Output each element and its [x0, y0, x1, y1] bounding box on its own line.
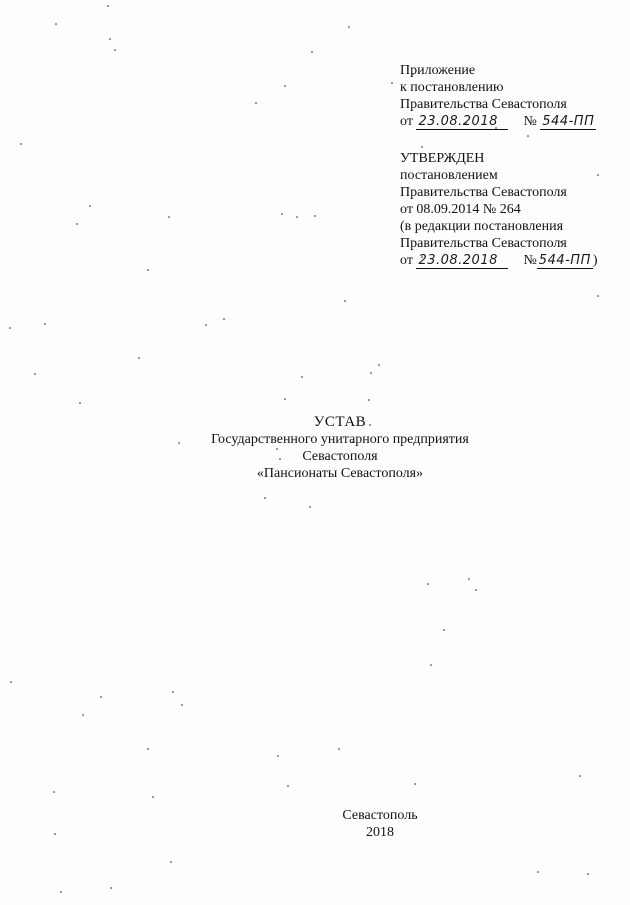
title-line-2: Государственного унитарного предприятия	[211, 432, 469, 447]
scan-speck	[284, 85, 286, 87]
scan-speck	[100, 696, 102, 698]
annex-date-line	[400, 113, 625, 130]
scan-speck	[338, 748, 340, 750]
annex-number-prefix: №	[523, 114, 537, 129]
annex-handwritten-number: 544-ПП	[542, 114, 595, 129]
annex-line-3: Правительства Севастополя	[400, 97, 567, 112]
scan-speck	[44, 323, 46, 325]
scan-speck	[20, 143, 22, 145]
scan-speck	[107, 5, 109, 7]
scan-speck	[170, 861, 172, 863]
annex-from-prefix: от	[400, 114, 413, 129]
scan-speck	[301, 376, 303, 378]
annex-block	[400, 62, 625, 130]
scan-speck	[537, 871, 539, 873]
scan-speck	[587, 873, 589, 875]
scan-speck	[9, 327, 11, 329]
scan-speck	[168, 216, 170, 218]
document-title: УСТАВ	[313, 414, 367, 430]
scan-speck	[178, 442, 180, 444]
scan-speck	[277, 755, 279, 757]
approved-line-5: (в редакции постановления	[400, 219, 564, 234]
approved-handwritten-number: 544-ПП	[538, 253, 591, 268]
scan-speck	[264, 497, 266, 499]
scan-speck	[89, 205, 91, 207]
approved-line-3: Правительства Севастополя	[400, 185, 567, 200]
document-title-block	[190, 414, 490, 482]
approved-line-2: постановлением	[400, 168, 498, 183]
scan-speck	[60, 891, 62, 893]
scan-speck	[147, 269, 149, 271]
scan-speck	[284, 398, 286, 400]
annex-line-1: Приложение	[400, 63, 476, 78]
scan-speck	[79, 402, 81, 404]
scan-speck	[53, 791, 55, 793]
scan-speck	[109, 38, 111, 40]
scan-speck	[82, 714, 84, 716]
scan-speck	[378, 364, 380, 366]
scan-speck	[55, 23, 57, 25]
approved-from-prefix: от	[400, 253, 413, 268]
approved-date-line	[400, 252, 625, 269]
scan-speck	[414, 783, 416, 785]
scan-speck	[54, 833, 56, 835]
scan-speck	[255, 102, 257, 104]
approved-handwritten-date: 23.08.2018	[416, 254, 508, 269]
title-line-3: Севастополя	[302, 449, 378, 464]
scan-speck	[427, 583, 429, 585]
approved-number-prefix: №	[523, 253, 537, 268]
scan-speck	[579, 775, 581, 777]
scan-speck	[34, 373, 36, 375]
scan-speck	[443, 629, 445, 631]
scan-speck	[597, 295, 599, 297]
approved-line-4: от 08.09.2014 № 264	[400, 202, 521, 217]
scan-speck	[527, 135, 529, 137]
approved-line-6: Правительства Севастополя	[400, 236, 567, 251]
approved-heading: УТВЕРЖДЕН	[400, 151, 485, 166]
scan-speck	[475, 589, 477, 591]
scan-speck	[311, 51, 313, 53]
scan-speck	[147, 748, 149, 750]
scan-speck	[344, 300, 346, 302]
scan-speck	[152, 796, 154, 798]
approved-block	[400, 150, 625, 269]
scan-speck	[138, 357, 140, 359]
scan-speck	[370, 372, 372, 374]
scan-speck	[314, 215, 316, 217]
scan-speck	[309, 506, 311, 508]
scan-speck	[205, 324, 207, 326]
scan-speck	[468, 578, 470, 580]
scan-speck	[10, 681, 12, 683]
scan-speck	[391, 82, 393, 84]
footer-block	[300, 807, 460, 841]
scan-speck	[281, 213, 283, 215]
scan-speck	[172, 691, 174, 693]
scan-speck	[421, 146, 423, 148]
annex-handwritten-date: 23.08.2018	[416, 115, 508, 130]
scan-speck	[348, 26, 350, 28]
scan-speck	[430, 664, 432, 666]
title-line-4: «Пансионаты Севастополя»	[256, 466, 424, 481]
scan-speck	[181, 704, 183, 706]
scan-speck	[114, 49, 116, 51]
scan-speck	[223, 318, 225, 320]
scan-speck	[110, 887, 112, 889]
scan-speck	[76, 223, 78, 225]
scan-speck	[287, 785, 289, 787]
scan-speck	[368, 399, 370, 401]
scan-speck	[296, 216, 298, 218]
footer-year: 2018	[366, 825, 394, 840]
annex-line-2: к постановлению	[400, 80, 504, 95]
approved-closing-paren: )	[592, 253, 598, 268]
footer-city: Севастополь	[342, 808, 418, 823]
